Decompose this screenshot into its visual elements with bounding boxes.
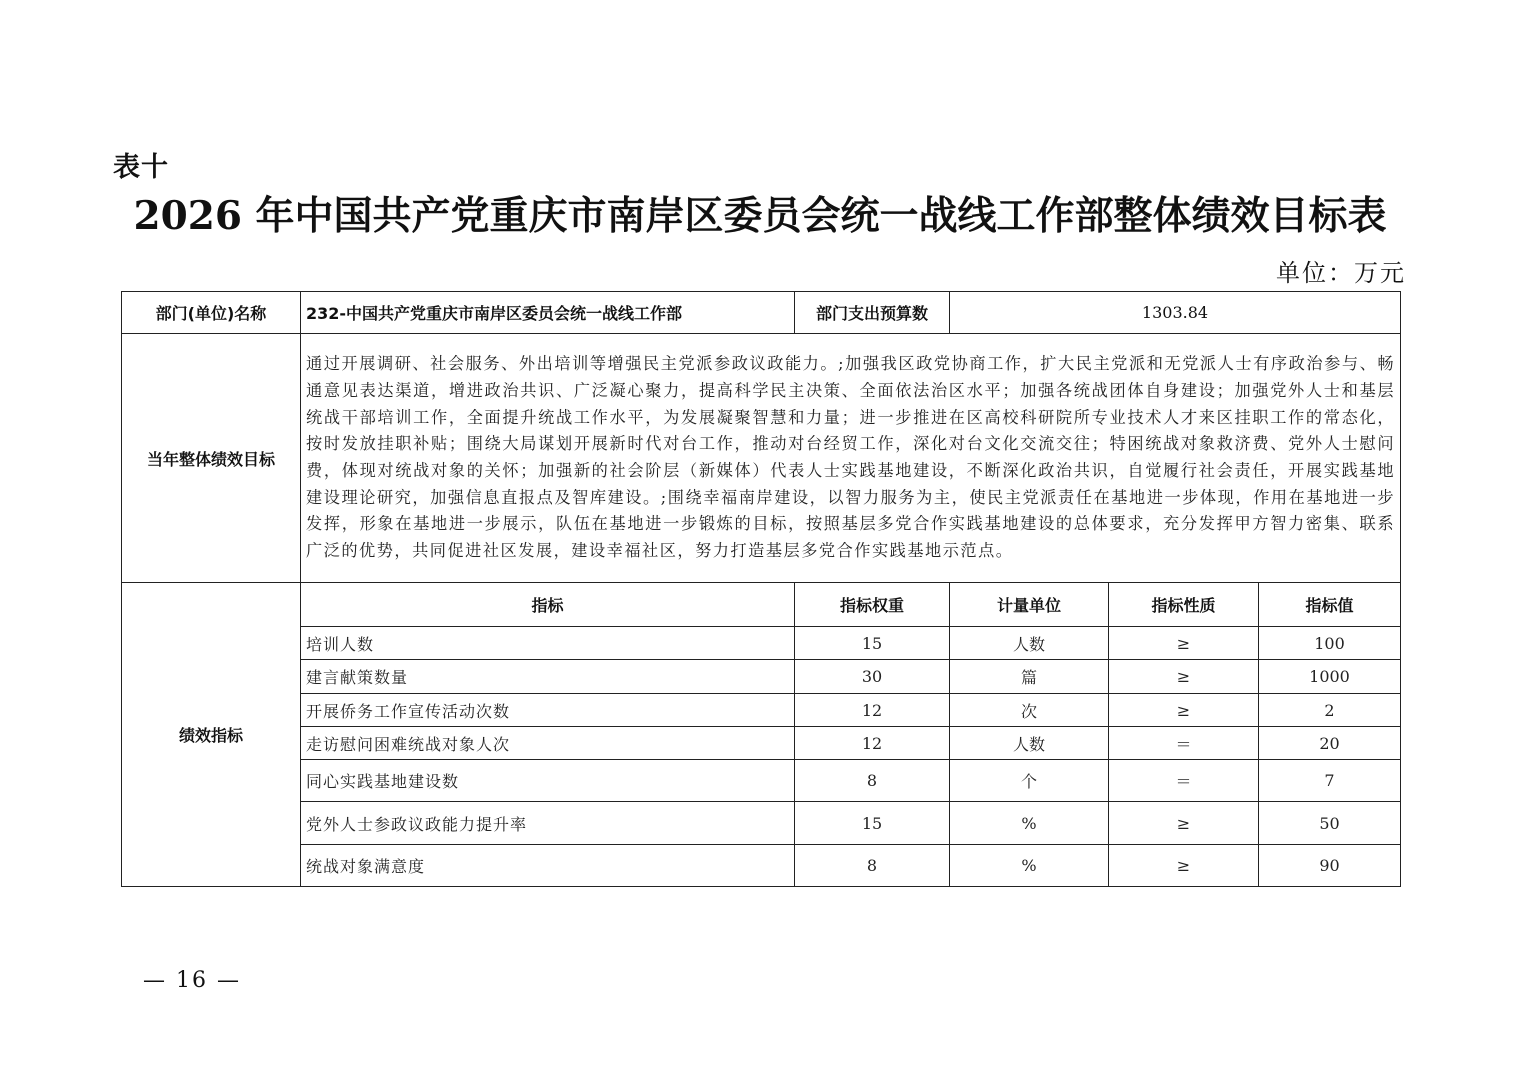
goal-label: 当年整体绩效目标 <box>122 334 301 583</box>
indicator-header-row <box>122 583 1401 627</box>
indicators-section-label: 绩效指标 <box>122 583 301 887</box>
indicator-nature: ≥ <box>1109 694 1259 727</box>
indicator-nature: ＝ <box>1109 727 1259 760</box>
table-row <box>122 802 1401 845</box>
indicator-weight: 15 <box>795 627 950 660</box>
col-header-indicator: 指标 <box>301 583 795 627</box>
table-row <box>122 694 1401 727</box>
table-row <box>122 760 1401 802</box>
indicator-nature: ≥ <box>1109 802 1259 845</box>
indicator-name: 统战对象满意度 <box>301 845 795 887</box>
indicator-name: 建言献策数量 <box>301 660 795 694</box>
goal-row <box>122 334 1401 583</box>
indicator-unit: 人数 <box>950 727 1109 760</box>
indicator-name: 同心实践基地建设数 <box>301 760 795 802</box>
page-number: — 16 — <box>143 968 241 993</box>
table-row <box>122 660 1401 694</box>
dept-name-label: 部门(单位)名称 <box>122 292 301 334</box>
indicator-weight: 8 <box>795 760 950 802</box>
document-title: 2026 年中国共产党重庆市南岸区委员会统一战线工作部整体绩效目标表 <box>133 193 1387 239</box>
indicator-value: 100 <box>1259 627 1401 660</box>
indicator-value: 2 <box>1259 694 1401 727</box>
budget-label: 部门支出预算数 <box>795 292 950 334</box>
indicator-weight: 12 <box>795 727 950 760</box>
indicator-unit: 次 <box>950 694 1109 727</box>
indicator-unit: 篇 <box>950 660 1109 694</box>
indicator-value: 1000 <box>1259 660 1401 694</box>
performance-table <box>121 291 1401 887</box>
department-row <box>122 292 1401 334</box>
table-label: 表十 <box>113 152 169 183</box>
indicator-value: 20 <box>1259 727 1401 760</box>
table-row <box>122 845 1401 887</box>
indicator-weight: 8 <box>795 845 950 887</box>
indicator-unit: 个 <box>950 760 1109 802</box>
dept-name-value: 232-中国共产党重庆市南岸区委员会统一战线工作部 <box>301 292 795 334</box>
indicator-unit: % <box>950 802 1109 845</box>
indicator-name: 走访慰问困难统战对象人次 <box>301 727 795 760</box>
budget-value: 1303.84 <box>950 292 1401 334</box>
col-header-value: 指标值 <box>1259 583 1401 627</box>
indicator-weight: 30 <box>795 660 950 694</box>
table-row <box>122 627 1401 660</box>
goal-text: 通过开展调研、社会服务、外出培训等增强民主党派参政议政能力。;加强我区政党协商工作，扩大民主党派和无党派人士有序政治参与、畅通意见表达渠道，增进政治共识、广泛凝心聚力，提高科学民主决策、全面依法治区水平；加强各统战团体自身建设；加强党外人士和基层统战干部培训工作，全面提升统战工作水平，为发展凝聚智慧和力量；进一步推进在区高校科研院所专业技术人才来区挂职工作的常态化，按时发放挂职补贴；围绕大局谋划开展新时代对台工作，推动对台经贸工作，深化对台文化交流交往；特困统战对象救济费、党外人士慰问费，体现对统战对象的关怀；加强新的社会阶层（新媒体）代表人士实践基地建设，不断深化政治共识，自觉履行社会责任，开展实践基地建设理论研究，加强信息直报点及智库建设。;围绕幸福南岸建设，以智力服务为主，使民主党派责任在基地进一步体现，作用在基地进一步发挥，形象在基地进一步展示，队伍在基地进一步锻炼的目标，按照基层多党合作实践基地建设的总体要求，充分发挥甲方智力密集、联系广泛的优势，共同促进社区发展，建设幸福社区，努力打造基层多党合作实践基地示范点。 <box>301 334 1401 583</box>
indicator-nature: ＝ <box>1109 760 1259 802</box>
indicator-value: 7 <box>1259 760 1401 802</box>
indicator-nature: ≥ <box>1109 845 1259 887</box>
indicator-name: 党外人士参政议政能力提升率 <box>301 802 795 845</box>
indicator-value: 90 <box>1259 845 1401 887</box>
col-header-nature: 指标性质 <box>1109 583 1259 627</box>
indicator-unit: % <box>950 845 1109 887</box>
indicator-weight: 15 <box>795 802 950 845</box>
indicator-nature: ≥ <box>1109 660 1259 694</box>
table-row <box>122 727 1401 760</box>
indicator-value: 50 <box>1259 802 1401 845</box>
indicator-weight: 12 <box>795 694 950 727</box>
unit-label: 单位：万元 <box>1276 259 1406 287</box>
col-header-unit: 计量单位 <box>950 583 1109 627</box>
indicator-unit: 人数 <box>950 627 1109 660</box>
indicator-name: 培训人数 <box>301 627 795 660</box>
indicator-nature: ≥ <box>1109 627 1259 660</box>
indicator-name: 开展侨务工作宣传活动次数 <box>301 694 795 727</box>
col-header-weight: 指标权重 <box>795 583 950 627</box>
